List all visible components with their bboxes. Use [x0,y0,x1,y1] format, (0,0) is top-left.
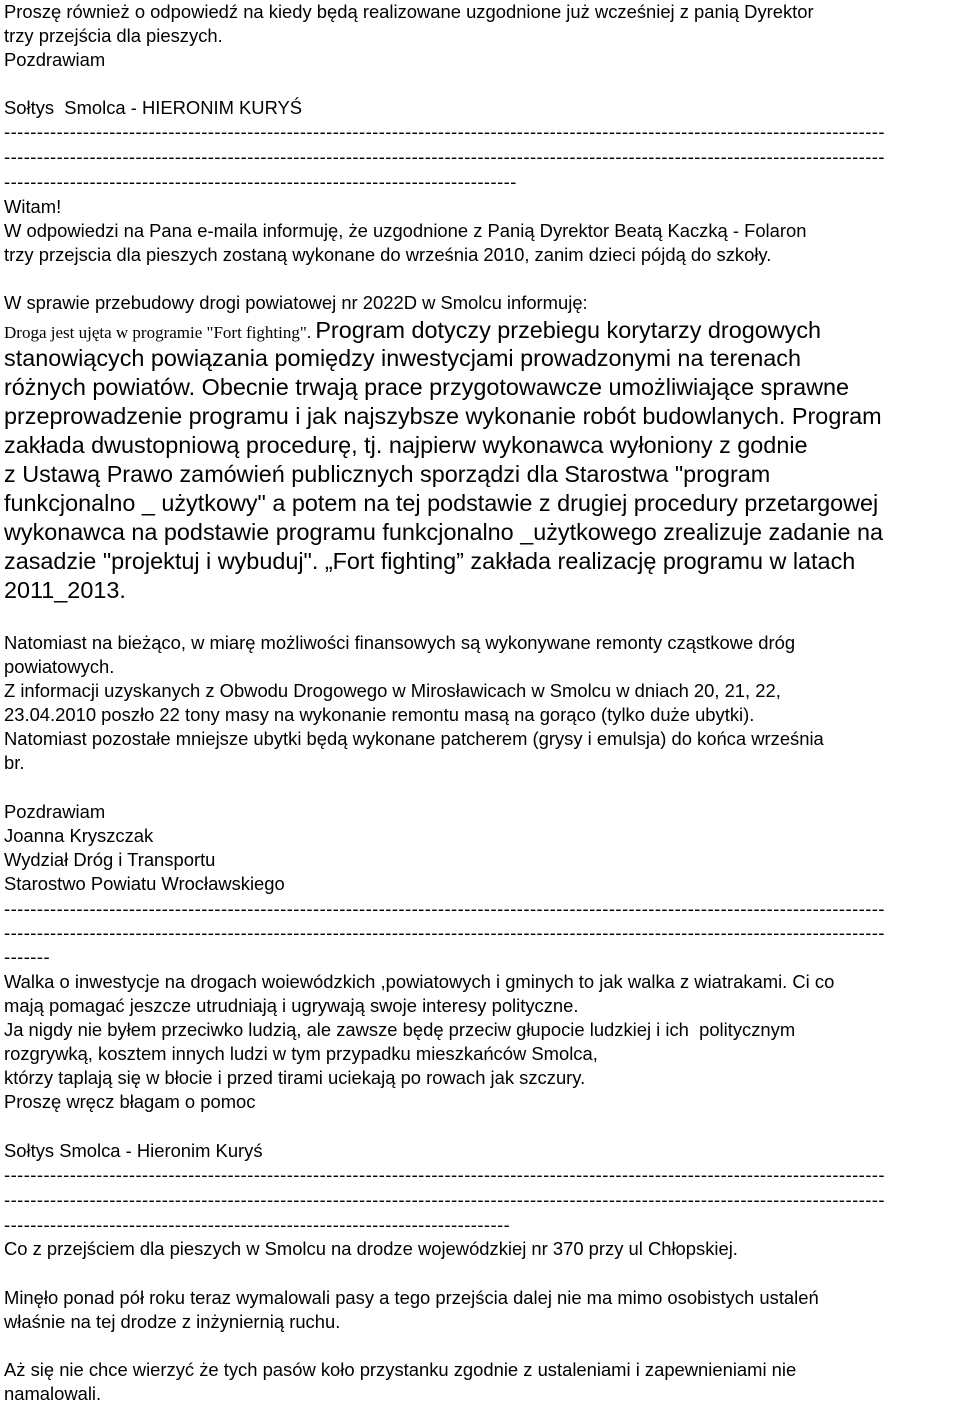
message3-line-5: namalowali. [4,1383,102,1404]
reply-line-6: różnych powiatów. Obecnie trwają prace przygotowawcze umożliwiające sprawne [4,374,850,400]
reply-line-10: funkcjonalno _ użytkowy" a potem na tej podstawie z drugiej procedury przetargowej [4,490,879,516]
reply-line-1: W odpowiedzi na Pana e-maila informuję, że uzgodnione z Panią Dyrektor Beatą Kaczką - Folaron [4,220,807,241]
reply-line-12: zasadzie "projektuj i wybuduj". „Fort fighting” zakłada realizację programu w latach [4,548,856,574]
reply-line-15: powiatowych. [4,656,115,677]
message2-line-6: Proszę wręcz błagam o pomoc [4,1091,256,1112]
separator-line: -------------------------------------------------------------------------------------------------------------------------------------- [4,1164,885,1185]
message2-line-4: rozgrywką, kosztem innych ludzi w tym przypadku mieszkańców Smolca, [4,1043,598,1064]
reply-line-4-big: Program dotyczy przebiegu korytarzy drogowych [315,317,822,343]
reply-sign-2: Joanna Kryszczak [4,825,154,846]
reply-sign-4: Starostwo Powiatu Wrocławskiego [4,873,285,894]
reply-greeting: Witam! [4,196,62,217]
reply-line-11: wykonawca na podstawie programu funkcjonalno _użytkowego zrealizuje zadanie na [4,519,883,545]
intro-line-1: Proszę również o odpowiedź na kiedy będą realizowane uzgodnione już wcześniej z panią Dyrektor [4,1,814,22]
reply-line-17: 23.04.2010 poszło 22 tony masy na wykonanie remontu masą na gorąco (tylko duże ubytki). [4,704,755,725]
reply-line-14: Natomiast na bieżąco, w miarę możliwości finansowych są wykonywane remonty cząstkowe dróg [4,632,796,653]
reply-line-7: przeprowadzenie programu i jak najszybsze wykonanie robót budowlanych. Program [4,403,882,429]
message3-line-3: właśnie na tej drodze z inżyniernią ruchu. [4,1311,341,1332]
reply-line-18: Natomiast pozostałe mniejsze ubytki będą wykonane patcherem (grysy i emulsja) do końca września [4,728,824,749]
separator-line: -------------------------------------------------------------------------------------------------------------------------------------- [4,1189,885,1210]
message2-line-2: mają pomagać jeszcze utrudniają i ugrywają swoje interesy polityczne. [4,995,579,1016]
separator-line: -------------------------------------------------------------------------------------------------------------------------------------- [4,146,885,167]
reply-line-2: trzy przejscia dla pieszych zostaną wykonane do września 2010, zanim dzieci pójdą do szkoły. [4,244,772,265]
reply-line-4-serif: Droga jest ujęta w programie "Fort fighting". [4,323,316,342]
reply-line-8: zakłada dwustopniową procedurę, tj. najpierw wykonawca wyłoniony z godnie [4,432,808,458]
separator-line: ------- [4,946,51,967]
reply-line-9: z Ustawą Prawo zamówień publicznych sporządzi dla Starostwa "program [4,461,771,487]
reply-line-19: br. [4,752,25,773]
reply-sign-1: Pozdrawiam [4,801,106,822]
separator-line: -------------------------------------------------------------------------------------------------------------------------------------- [4,898,885,919]
reply-line-3: W sprawie przebudowy drogi powiatowej nr 2022D w Smolcu informuję: [4,292,588,313]
message3-line-2: Minęło ponad pół roku teraz wymalowali pasy a tego przejścia dalej nie ma mimo osobistych ustaleń [4,1287,819,1308]
reply-line-13: 2011_2013. [4,577,126,603]
message3-line-4: Aż się nie chce wierzyć że tych pasów koło przystanku zgodnie z ustaleniami i zapewnieniami nie [4,1359,797,1380]
separator-line: -------------------------------------------------------------------------------------------------------------------------------------- [4,121,885,142]
separator-line: ------------------------------------------------------------------------------ [4,171,517,192]
separator-line: -------------------------------------------------------------------------------------------------------------------------------------- [4,922,885,943]
reply-sign-3: Wydział Dróg i Transportu [4,849,216,870]
intro-line-2: trzy przejścia dla pieszych. [4,25,223,46]
message3-line-1: Co z przejściem dla pieszych w Smolcu na drodze wojewódzkiej nr 370 przy ul Chłopskiej. [4,1238,738,1259]
reply-line-16: Z informacji uzyskanych z Obwodu Drogowego w Mirosławicach w Smolcu w dniach 20, 21, 22, [4,680,781,701]
message2-signature: Sołtys Smolca - Hieronim Kuryś [4,1140,263,1161]
message2-line-3: Ja nigdy nie byłem przeciwko ludzią, ale zawsze będę przeciw głupocie ludzkiej i ich politycznym [4,1019,796,1040]
message2-line-5: którzy taplają się w błocie i przed tirami uciekają po rowach jak szczury. [4,1067,586,1088]
reply-line-5: stanowiących powiązania pomiędzy inwestycjami prowadzonymi na terenach [4,345,801,371]
intro-line-3: Pozdrawiam [4,49,106,70]
reply-line-4 [4,316,821,345]
separator-line: ----------------------------------------------------------------------------- [4,1214,511,1235]
message2-line-1: Walka o inwestycje na drogach woiewódzkich ,powiatowych i gminych to jak walka z wiatrakami. Ci co [4,971,835,992]
intro-signature: Sołtys Smolca - HIERONIM KURYŚ [4,97,303,118]
